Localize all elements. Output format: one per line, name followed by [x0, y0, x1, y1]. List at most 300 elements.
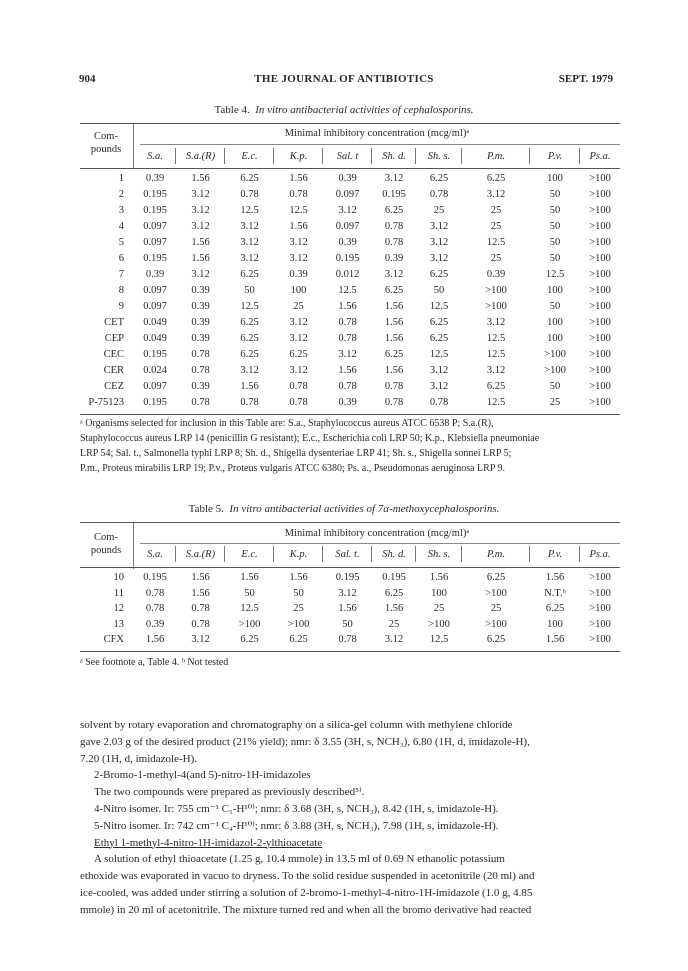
- mic-value: 3.12: [429, 221, 449, 232]
- mic-value: 1.56: [240, 381, 259, 392]
- mic-value: 50: [549, 189, 561, 200]
- mic-value: 100: [547, 618, 563, 630]
- body-line: ice-cooled, was added under stirring a solution of 2-bromo-1-methyl-4-nitro-1H-imidazole (1.0 g, 4.85: [80, 886, 533, 899]
- compound-label: CET: [104, 317, 124, 328]
- mic-value: 25: [549, 397, 561, 408]
- mic-value: 6.25: [289, 349, 308, 360]
- table5-column-divider: [322, 546, 323, 562]
- footnote-line: Staphylococcus aureus LRP 14 (penicillin G resistant); E.c., Escherichia coli LRP 50; K.p., Klebsiella pneumoniae: [80, 433, 540, 444]
- table4-mic-header: Minimal inhibitory concentration (mcg/ml)ᵃ: [284, 128, 470, 139]
- footnote-line: LRP 54; Sal. t., Salmonella typhi LRP 8; Sh. d., Shigella dysenteriae LRP 41; Sh. s., Shigella sonnei LRP 5;: [80, 448, 512, 459]
- mic-value: 3.12: [191, 189, 210, 200]
- mic-value: >100: [589, 587, 611, 599]
- mic-value: 0.39: [338, 237, 357, 248]
- mic-value: 0.78: [191, 603, 210, 614]
- mic-value: 0.195: [143, 397, 167, 408]
- body-line: ethoxide was evaporated in vacuo to dryness. To the solid residue suspended in acetonitrile (20 ml) and: [80, 870, 535, 883]
- mic-value: 100: [431, 587, 447, 599]
- table-row: [80, 333, 620, 349]
- mic-value: >100: [544, 365, 566, 376]
- mic-value: 0.39: [191, 381, 210, 392]
- mic-value: 12.5: [338, 285, 357, 296]
- mic-value: 0.024: [143, 365, 167, 376]
- issue-date: SEPT. 1979: [558, 73, 613, 85]
- mic-value: 12.5: [240, 301, 259, 312]
- section-heading: 2-Bromo-1-methyl-4(and 5)-nitro-1H-imidazoles: [94, 769, 311, 782]
- mic-value: 12.5: [429, 349, 449, 360]
- mic-value: 0.39: [338, 397, 357, 408]
- mic-value: 0.78: [384, 397, 404, 408]
- table4-column-header: P.v.: [547, 151, 563, 162]
- mic-value: 0.097: [143, 285, 167, 296]
- table-row: [80, 619, 620, 635]
- mic-value: 1.56: [191, 253, 210, 264]
- table5-column-divider: [415, 546, 416, 562]
- mic-value: 3.12: [338, 587, 357, 599]
- mic-value: 12.5: [486, 397, 506, 408]
- mic-value: 0.39: [191, 317, 210, 328]
- mic-value: 12.5: [545, 269, 565, 280]
- table-row: [80, 572, 620, 588]
- mic-value: 3.12: [429, 253, 449, 264]
- mic-value: 6.25: [486, 381, 506, 392]
- compound-label: 2: [118, 189, 124, 200]
- mic-value: 0.049: [143, 333, 167, 344]
- mic-value: 3.12: [429, 381, 449, 392]
- mic-value: 0.39: [145, 173, 165, 184]
- table4-caption-prefix: Table 4.: [214, 104, 250, 116]
- mic-value: 3.12: [486, 189, 506, 200]
- compound-label: 11: [113, 587, 124, 599]
- table-row: [80, 221, 620, 237]
- mic-value: 12.5: [486, 237, 506, 248]
- mic-value: 3.12: [240, 365, 259, 376]
- table4-column-header: E.c.: [241, 151, 258, 162]
- table4-caption: [0, 104, 688, 116]
- mic-value: >100: [589, 349, 611, 360]
- mic-value: >100: [589, 397, 611, 408]
- mic-value: 3.12: [191, 205, 210, 216]
- mic-value: 0.78: [145, 587, 165, 599]
- mic-value: 0.78: [145, 603, 165, 614]
- body-line: A solution of ethyl thioacetate (1.25 g, 10.4 mmole) in 13.5 ml of 0.69 N ethanolic potassium: [94, 853, 505, 866]
- compound-label: CEC: [103, 349, 124, 360]
- mic-value: 3.12: [240, 237, 259, 248]
- table4-compounds-label-1: Com-: [94, 131, 118, 142]
- mic-value: 25: [490, 603, 502, 614]
- mic-value: 25: [293, 301, 304, 312]
- table4-column-divider: [322, 148, 323, 164]
- mic-value: 0.78: [289, 189, 308, 200]
- mic-value: 50: [549, 253, 561, 264]
- table4-top-rule: [80, 123, 620, 124]
- table5-column-divider: [273, 546, 274, 562]
- mic-value: >100: [589, 603, 611, 614]
- page-number: 904: [79, 73, 96, 85]
- mic-value: 1.56: [384, 365, 404, 376]
- compound-label: P-75123: [88, 397, 124, 408]
- mic-value: 0.78: [338, 634, 357, 645]
- mic-value: 1.56: [429, 572, 449, 583]
- mic-value: 3.12: [191, 634, 210, 645]
- mic-value: 50: [549, 221, 561, 232]
- mic-value: 3.12: [240, 221, 259, 232]
- mic-value: 3.12: [384, 269, 404, 280]
- table4-column-header: Ps.a.: [589, 151, 611, 162]
- mic-value: 50: [244, 587, 255, 599]
- mic-value: 6.25: [384, 205, 404, 216]
- table-row: [80, 588, 620, 604]
- compound-label: 3: [118, 205, 124, 216]
- mic-value: 100: [547, 317, 563, 328]
- table4-mic-rule: [140, 144, 620, 145]
- compound-label: 6: [118, 253, 124, 264]
- mic-value: >100: [589, 205, 611, 216]
- table4-header-rule: [80, 168, 620, 169]
- table5-column-header: Sh. d.: [382, 549, 406, 560]
- mic-value: >100: [589, 269, 611, 280]
- table4-column-header: P.m.: [487, 151, 505, 162]
- mic-value: 0.195: [143, 572, 167, 583]
- table4-column-header: Sh. d.: [382, 151, 406, 162]
- mic-value: 0.097: [143, 301, 167, 312]
- mic-value: 1.56: [191, 173, 210, 184]
- mic-value: 0.78: [384, 381, 404, 392]
- mic-value: 0.39: [191, 301, 210, 312]
- mic-value: 6.25: [429, 317, 449, 328]
- footnote-line: P.m., Proteus mirabilis LRP 19; P.v., Proteus vulgaris ATCC 6380; Ps. a., Pseudomonas aeruginosa LRP 9.: [80, 463, 506, 474]
- table5-column-header: Sh. s.: [427, 549, 451, 560]
- mic-value: 6.25: [545, 603, 565, 614]
- mic-value: 0.39: [191, 285, 210, 296]
- mic-value: 1.56: [145, 634, 165, 645]
- mic-value: 3.12: [191, 221, 210, 232]
- table4-column-divider: [224, 148, 225, 164]
- table4-column-divider: [415, 148, 416, 164]
- mic-value: 0.39: [145, 269, 165, 280]
- compound-label: 5: [118, 237, 124, 248]
- mic-value: 6.25: [240, 349, 259, 360]
- mic-value: 3.12: [289, 253, 308, 264]
- compound-label: CEP: [104, 333, 124, 344]
- mic-value: 3.12: [486, 317, 506, 328]
- mic-value: 50: [433, 285, 445, 296]
- table-row: [80, 634, 620, 650]
- mic-value: 12.5: [240, 603, 259, 614]
- mic-value: 6.25: [384, 285, 404, 296]
- mic-value: 1.56: [384, 333, 404, 344]
- mic-value: 50: [549, 301, 561, 312]
- table-row: [80, 397, 620, 413]
- table5-caption-text: In vitro antibacterial activities of 7α-methoxycephalosporins.: [229, 503, 500, 515]
- mic-value: 6.25: [240, 634, 259, 645]
- mic-value: 3.12: [338, 205, 357, 216]
- compound-label: 12: [113, 603, 124, 614]
- table5-column-divider: [529, 546, 530, 562]
- mic-value: >100: [589, 333, 611, 344]
- mic-value: 100: [290, 285, 307, 296]
- table5-column-divider: [224, 546, 225, 562]
- mic-value: 0.195: [335, 253, 360, 264]
- mic-value: 0.78: [384, 237, 404, 248]
- mic-value: >100: [589, 618, 611, 630]
- body-line: 4-Nitro isomer. Ir: 755 cm⁻¹ C₅-H¹⁰⁾; nmr: δ 3.68 (3H, s, NCH₃), 8.42 (1H, s, imidazole-H).: [94, 802, 499, 815]
- mic-value: 0.39: [191, 333, 210, 344]
- mic-value: 12.5: [486, 349, 506, 360]
- mic-value: 0.78: [240, 189, 259, 200]
- mic-value: >100: [589, 634, 611, 645]
- mic-value: >100: [287, 618, 310, 630]
- table4-column-divider: [273, 148, 274, 164]
- mic-value: 6.25: [240, 269, 259, 280]
- table5-bottom-rule: [80, 651, 620, 652]
- table-row: [80, 317, 620, 333]
- table5-column-header: S.a.(R): [185, 549, 216, 560]
- mic-value: 6.25: [240, 317, 259, 328]
- table-row: [80, 349, 620, 365]
- table5-caption: [0, 503, 688, 515]
- table4-column-divider: [529, 148, 530, 164]
- table4-bottom-rule: [80, 414, 620, 415]
- mic-value: 3.12: [240, 253, 259, 264]
- table-row: [80, 301, 620, 317]
- body-line: solvent by rotary evaporation and chromatography on a silica-gel column with methylene chloride: [80, 719, 513, 731]
- table5-column-header: E.c.: [241, 549, 258, 560]
- table5-column-divider: [175, 546, 176, 562]
- mic-value: 0.78: [191, 397, 210, 408]
- body-text: [80, 717, 628, 919]
- mic-value: 6.25: [486, 572, 506, 583]
- mic-value: 1.56: [545, 572, 565, 583]
- mic-value: 12.5: [429, 301, 449, 312]
- compound-label: 10: [113, 572, 124, 583]
- mic-value: 1.56: [384, 317, 404, 328]
- mic-value: 0.097: [143, 237, 167, 248]
- mic-value: 6.25: [289, 634, 308, 645]
- mic-value: 50: [549, 237, 561, 248]
- mic-value: 12.5: [486, 333, 506, 344]
- compound-label: 9: [118, 301, 124, 312]
- mic-value: >100: [589, 253, 611, 264]
- mic-value: 0.78: [429, 189, 449, 200]
- mic-value: 12.5: [289, 205, 308, 216]
- mic-value: 0.39: [338, 173, 357, 184]
- table4-caption-text: In vitro antibacterial activities of cephalosporins.: [255, 104, 474, 116]
- body-line: mmole) in 20 ml of acetonitrile. The mixture turned red and when all the bromo derivative had reacted: [80, 903, 532, 916]
- mic-value: 0.097: [143, 381, 167, 392]
- mic-value: 1.56: [191, 587, 210, 599]
- mic-value: 25: [388, 618, 400, 630]
- mic-value: 6.25: [429, 269, 449, 280]
- table4-column-header: Sh. s.: [427, 151, 451, 162]
- mic-value: 1.56: [384, 301, 404, 312]
- mic-value: >100: [589, 381, 611, 392]
- mic-value: >100: [589, 301, 611, 312]
- mic-value: 0.39: [384, 253, 404, 264]
- mic-value: >100: [589, 237, 611, 248]
- table-row: [80, 173, 620, 189]
- mic-value: 6.25: [240, 333, 259, 344]
- table-row: [80, 205, 620, 221]
- mic-value: >100: [485, 285, 507, 296]
- compound-label: 4: [118, 221, 124, 232]
- table5-mic-header: Minimal inhibitory concentration (mcg/ml)ᵃ: [284, 528, 470, 539]
- table-row: [80, 381, 620, 397]
- mic-value: >100: [544, 349, 566, 360]
- mic-value: >100: [485, 618, 507, 630]
- mic-value: 0.097: [335, 221, 360, 232]
- mic-value: 0.012: [335, 269, 360, 280]
- mic-value: 1.56: [289, 173, 308, 184]
- table4-column-divider: [579, 148, 580, 164]
- mic-value: 3.12: [384, 173, 404, 184]
- mic-value: 0.097: [335, 189, 360, 200]
- mic-value: 0.78: [191, 349, 210, 360]
- mic-value: 25: [433, 603, 445, 614]
- mic-value: 1.56: [338, 365, 357, 376]
- mic-value: 3.12: [289, 365, 308, 376]
- mic-value: 1.56: [240, 572, 259, 583]
- table5-column-divider: [461, 546, 462, 562]
- table5-column-divider: [579, 546, 580, 562]
- mic-value: 50: [293, 587, 304, 599]
- mic-value: 3.12: [191, 269, 210, 280]
- mic-value: 0.78: [191, 618, 210, 630]
- mic-value: >100: [589, 317, 611, 328]
- mic-value: 6.25: [429, 333, 449, 344]
- mic-value: 0.195: [335, 572, 360, 583]
- mic-value: 6.25: [486, 173, 506, 184]
- table4-column-divider: [371, 148, 372, 164]
- mic-value: 6.25: [486, 634, 506, 645]
- table4-footnote: [80, 416, 625, 476]
- mic-value: >100: [428, 618, 450, 630]
- mic-value: 25: [293, 603, 304, 614]
- compound-label: 8: [118, 285, 124, 296]
- mic-value: 3.12: [289, 333, 308, 344]
- table5-compounds-label-2: pounds: [90, 545, 122, 556]
- table-row: [80, 365, 620, 381]
- mic-value: 0.78: [338, 333, 357, 344]
- mic-value: 0.049: [143, 317, 167, 328]
- mic-value: N.T.ᵇ: [544, 587, 566, 599]
- section-heading: Ethyl 1-methyl-4-nitro-1H-imidazol-2-ylthioacetate: [94, 836, 323, 849]
- mic-value: 50: [244, 285, 255, 296]
- table5-column-headers: [134, 549, 620, 563]
- mic-value: 100: [547, 333, 563, 344]
- table4-column-header: S.a.(R): [185, 151, 216, 162]
- mic-value: >100: [485, 301, 507, 312]
- mic-value: 50: [549, 381, 561, 392]
- mic-value: 25: [490, 253, 502, 264]
- mic-value: 3.12: [429, 365, 449, 376]
- mic-value: 0.195: [143, 349, 167, 360]
- compound-label: CER: [103, 365, 124, 376]
- table5-header-rule: [80, 567, 620, 568]
- table5-column-header: Sal. t.: [335, 549, 360, 560]
- mic-value: 0.39: [145, 618, 165, 630]
- table4-column-header: S.a.: [147, 151, 163, 162]
- mic-value: >100: [589, 365, 611, 376]
- table4-column-divider: [461, 148, 462, 164]
- mic-value: 12.5: [429, 634, 449, 645]
- mic-value: 0.195: [382, 572, 406, 583]
- footnote-line: ᵃ Organisms selected for inclusion in this Table are: S.a., Staphylococcus aureus ATCC 6538 P; S.a.(R),: [80, 418, 494, 429]
- mic-value: 0.78: [384, 221, 404, 232]
- mic-value: 6.25: [384, 349, 404, 360]
- mic-value: 0.78: [289, 381, 308, 392]
- table5-mic-rule: [140, 543, 620, 544]
- table4-column-header: Sal. t: [336, 151, 359, 162]
- mic-value: 0.78: [429, 397, 449, 408]
- body-line: The two compounds were prepared as previously described⁵⁾.: [94, 786, 365, 799]
- mic-value: >100: [589, 221, 611, 232]
- table5-compounds-header: [80, 531, 132, 557]
- table5-column-header: S.a.: [147, 549, 163, 560]
- mic-value: 100: [547, 285, 563, 296]
- table-row: [80, 603, 620, 619]
- mic-value: 0.39: [486, 269, 506, 280]
- mic-value: 1.56: [191, 572, 210, 583]
- mic-value: >100: [485, 587, 507, 599]
- mic-value: 6.25: [429, 173, 449, 184]
- mic-value: 0.78: [338, 317, 357, 328]
- mic-value: 1.56: [545, 634, 565, 645]
- mic-value: 1.56: [384, 603, 404, 614]
- mic-value: 1.56: [289, 572, 308, 583]
- mic-value: 0.39: [289, 269, 308, 280]
- mic-value: >100: [589, 572, 611, 583]
- mic-value: 100: [547, 173, 563, 184]
- compound-label: CFX: [103, 634, 124, 645]
- mic-value: 1.56: [338, 301, 357, 312]
- table-row: [80, 237, 620, 253]
- body-line: 5-Nitro isomer. Ir: 742 cm⁻¹ C₄-H¹⁰⁾; nmr: δ 3.88 (3H, s, NCH₃), 7.98 (1H, s, imidazole-H).: [94, 819, 499, 832]
- mic-value: 3.12: [289, 237, 308, 248]
- mic-value: 25: [490, 205, 502, 216]
- mic-value: 3.12: [289, 317, 308, 328]
- table4-column-header: K.p.: [289, 151, 308, 162]
- table4-column-divider: [175, 148, 176, 164]
- mic-value: 50: [342, 618, 353, 630]
- mic-value: 12.5: [240, 205, 259, 216]
- mic-value: 25: [433, 205, 445, 216]
- table5-caption-prefix: Table 5.: [188, 503, 224, 515]
- table-row: [80, 189, 620, 205]
- mic-value: 0.195: [143, 189, 167, 200]
- mic-value: 0.195: [143, 205, 167, 216]
- table5-column-header: Ps.a.: [589, 549, 611, 560]
- compound-label: 13: [113, 618, 124, 630]
- mic-value: 3.12: [486, 365, 506, 376]
- table-row: [80, 269, 620, 285]
- table4-column-headers: [134, 151, 620, 165]
- mic-value: 0.195: [143, 253, 167, 264]
- mic-value: 50: [549, 205, 561, 216]
- mic-value: >100: [589, 285, 611, 296]
- table5-column-divider: [371, 546, 372, 562]
- table5-top-rule: [80, 522, 620, 523]
- table5-column-header: P.v.: [547, 549, 563, 560]
- mic-value: 1.56: [338, 603, 357, 614]
- table4-compounds-header: [80, 130, 132, 156]
- mic-value: 3.12: [429, 237, 449, 248]
- mic-value: 0.78: [191, 365, 210, 376]
- body-line: gave 2.03 g of the desired product (21% yield); nmr: δ 3.55 (3H, s, NCH₃), 6.80 (1H, d, imidazole-H),: [80, 735, 530, 748]
- table5-column-header: P.m.: [487, 549, 505, 560]
- body-line: 7.20 (1H, d, imidazole-H).: [80, 752, 197, 765]
- table5-compounds-label-1: Com-: [94, 532, 118, 543]
